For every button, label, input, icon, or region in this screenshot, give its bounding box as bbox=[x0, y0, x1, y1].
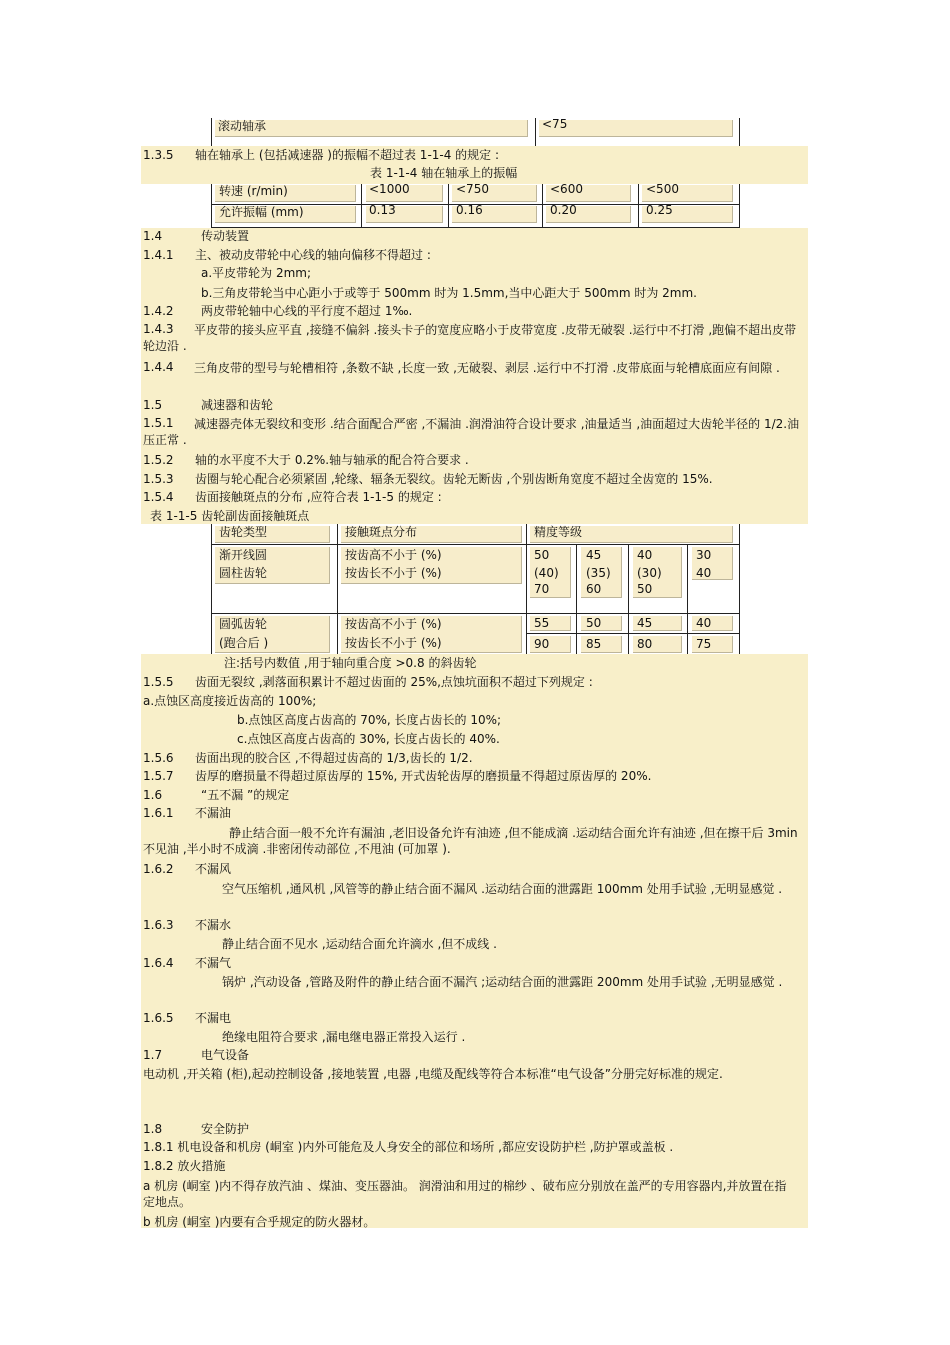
cell: <600 bbox=[550, 182, 583, 196]
table-note: 注:括号内数值 ,用于轴向重合度 >0.8 的斜齿轮 bbox=[224, 656, 477, 670]
cell: 55 bbox=[534, 616, 550, 630]
section-num: 1.5.1 bbox=[143, 416, 174, 430]
top-table-label: 滚动轴承 bbox=[218, 119, 267, 133]
cell: 90 bbox=[534, 637, 550, 651]
cell: 0.16 bbox=[456, 203, 483, 217]
list-item: a.点蚀区高度接近齿高的 100%; bbox=[143, 694, 317, 708]
list-item: b.点蚀区高度占齿高的 70%, 长度占齿长的 10%; bbox=[237, 713, 502, 727]
cell: 40 bbox=[696, 566, 712, 580]
cell: 40 bbox=[637, 548, 653, 562]
distribution: 按齿高不小于 (%) bbox=[345, 548, 442, 562]
cell: 85 bbox=[586, 637, 602, 651]
section-num: 1.4.4 bbox=[143, 360, 174, 374]
gear-type: 圆弧齿轮 bbox=[219, 617, 268, 631]
cell: (30) bbox=[637, 566, 662, 580]
cell: 75 bbox=[696, 637, 712, 651]
section-text: 1.8.2 放火措施 bbox=[143, 1159, 226, 1173]
column-header: 精度等级 bbox=[534, 525, 583, 539]
section-text: 1.8.1 机电设备和机房 (峒室 )内外可能危及人身安全的部位和场所 ,都应安设防护栏 ,防护罩或盖板 . bbox=[143, 1140, 674, 1154]
distribution: 按齿长不小于 (%) bbox=[345, 636, 442, 650]
section-text: 锅炉 ,汽动设备 ,管路及附件的静止结合面不漏汽 ;运动结合面的泄露距 200mm 处用手试验 ,无明显感觉 . bbox=[222, 975, 783, 989]
section-num: 1.4 bbox=[143, 229, 163, 243]
distribution: 按齿高不小于 (%) bbox=[345, 617, 442, 631]
cell: 50 bbox=[586, 616, 602, 630]
cell: 50 bbox=[637, 582, 653, 596]
section-text: 绝缘电阻符合要求 ,漏电继电器正常投入运行 . bbox=[222, 1030, 466, 1044]
section-text: 轴的水平度不大于 0.2%.轴与轴承的配合符合要求 . bbox=[195, 453, 469, 467]
section-num: 1.6.4 bbox=[143, 956, 174, 970]
section-num: 1.4.2 bbox=[143, 304, 174, 318]
table-caption: 表 1-1-5 齿轮副齿面接触斑点 bbox=[150, 509, 310, 523]
section-text: 齿面无裂纹 ,剥落面积累计不超过齿面的 25%,点蚀坑面积不超过下列规定 : bbox=[195, 675, 593, 689]
list-item: c.点蚀区高度占齿高的 30%, 长度占齿长的 40%. bbox=[237, 732, 500, 746]
section-num: 1.6.5 bbox=[143, 1011, 174, 1025]
section-title: 安全防护 bbox=[201, 1122, 250, 1136]
cell: 45 bbox=[586, 548, 602, 562]
section-num: 1.5.3 bbox=[143, 472, 174, 486]
top-table-value: <75 bbox=[542, 117, 568, 131]
section-text: 三角皮带的型号与轮槽相符 ,条数不缺 ,长度一致 ,无破裂、剥层 .运行中不打滑 .皮带底面与轮槽底面应有间隙 . bbox=[194, 361, 780, 375]
section-num: 1.6.1 bbox=[143, 806, 174, 820]
section-num: 1.4.3 bbox=[143, 322, 174, 336]
list-item: a 机房 (峒室 )内不得存放汽油 、煤油、变压器油。 润滑油和用过的棉纱 、破布应分别放在盖严的专用容器内,并放置在指定地点。 bbox=[143, 1179, 787, 1209]
list-item: a.平皮带轮为 2mm; bbox=[201, 266, 312, 280]
cell: 0.13 bbox=[369, 203, 396, 217]
section-num: 1.5.6 bbox=[143, 751, 174, 765]
section-title: 不漏气 bbox=[195, 956, 232, 970]
cell: <750 bbox=[456, 182, 489, 196]
gear-type: 圆柱齿轮 bbox=[219, 566, 268, 580]
gear-type: (跑合后 ) bbox=[219, 636, 269, 650]
section-title: 不漏油 bbox=[195, 806, 232, 820]
row-head: 转速 (r/min) bbox=[219, 184, 288, 198]
table-caption: 表 1-1-4 轴在轴承上的振幅 bbox=[370, 166, 518, 180]
section-title: 不漏水 bbox=[195, 918, 232, 932]
section-num: 1.5.4 bbox=[143, 490, 174, 504]
section-text: 空气压缩机 ,通风机 ,风管等的静止结合面不漏风 .运动结合面的泄露距 100mm 处用手试验 ,无明显感觉 . bbox=[222, 882, 783, 896]
section-text: 齿圈与轮心配合必须紧固 ,轮缘、辐条无裂纹。齿轮无断齿 ,个别齿断角宽度不超过全齿宽的 15%. bbox=[195, 472, 713, 486]
section-text: 齿面出现的胶合区 ,不得超过齿高的 1/3,齿长的 1/2. bbox=[195, 751, 473, 765]
section-text: 电动机 ,开关箱 (柜),起动控制设备 ,接地装置 ,电器 ,电缆及配线等符合本标准“电气设备”分册完好标准的规定. bbox=[143, 1067, 723, 1081]
section-num: 1.5 bbox=[143, 398, 163, 412]
section-num: 1.6 bbox=[143, 788, 163, 802]
row-head: 允许振幅 (mm) bbox=[219, 205, 304, 219]
column-header: 接触斑点分布 bbox=[345, 525, 418, 539]
cell: 45 bbox=[637, 616, 653, 630]
section-num: 1.6.3 bbox=[143, 918, 174, 932]
distribution: 按齿长不小于 (%) bbox=[345, 566, 442, 580]
cell: 30 bbox=[696, 548, 712, 562]
cell: <1000 bbox=[369, 182, 410, 196]
section-title: “五不漏 ”的规定 bbox=[201, 788, 290, 802]
column-header: 齿轮类型 bbox=[219, 525, 268, 539]
section-num: 1.4.1 bbox=[143, 248, 174, 262]
section-num: 1.6.2 bbox=[143, 862, 174, 876]
cell: (40) bbox=[534, 566, 559, 580]
section-num: 1.5.2 bbox=[143, 453, 174, 467]
section-num: 1.3.5 bbox=[143, 148, 174, 162]
section-title: 减速器和齿轮 bbox=[201, 398, 274, 412]
cell: 60 bbox=[586, 582, 602, 596]
section-text: 静止结合面不见水 ,运动结合面允许滴水 ,但不成线 . bbox=[222, 937, 497, 951]
section-title: 不漏电 bbox=[195, 1011, 232, 1025]
section-text: 两皮带轮轴中心线的平行度不超过 1‰. bbox=[201, 304, 413, 318]
section-num: 1.5.5 bbox=[143, 675, 174, 689]
cell: 40 bbox=[696, 616, 712, 630]
section-text: 静止结合面一般不允许有漏油 ,老旧设备允许有油迹 ,但不能成滴 .运动结合面允许有油迹 ,但在擦干后 3min 不见油 ,半小时不成滴 .非密闭传动部位 ,不甩油 (可加罩 ). bbox=[143, 826, 798, 856]
cell: <500 bbox=[646, 182, 679, 196]
section-text: 减速器壳体无裂纹和变形 .结合面配合严密 ,不漏油 .润滑油符合设计要求 ,油量适当 ,油面超过大齿轮半径的 1/2.油压正常 . bbox=[143, 417, 800, 447]
section-text: 齿厚的磨损量不得超过原齿厚的 15%, 开式齿轮齿厚的磨损量不得超过原齿厚的 20%. bbox=[195, 769, 652, 783]
section-text: 主、被动皮带轮中心线的轴向偏移不得超过 : bbox=[195, 248, 431, 262]
section-title: 电气设备 bbox=[201, 1048, 250, 1062]
section-text: 齿面接触斑点的分布 ,应符合表 1-1-5 的规定 : bbox=[195, 490, 442, 504]
section-num: 1.5.7 bbox=[143, 769, 174, 783]
cell: (35) bbox=[586, 566, 611, 580]
cell: 50 bbox=[534, 548, 550, 562]
list-item: b 机房 (峒室 )内要有合乎规定的防火器材。 bbox=[143, 1215, 376, 1229]
section-text: 轴在轴承上 (包括减速器 )的振幅不超过表 1-1-4 的规定 : bbox=[195, 148, 500, 162]
section-title: 不漏风 bbox=[195, 862, 232, 876]
section-title: 传动装置 bbox=[201, 229, 250, 243]
cell: 0.20 bbox=[550, 203, 577, 217]
cell: 80 bbox=[637, 637, 653, 651]
cell: 0.25 bbox=[646, 203, 673, 217]
cell: 70 bbox=[534, 582, 550, 596]
gear-type: 渐开线圆 bbox=[219, 548, 268, 562]
list-item: b.三角皮带轮当中心距小于或等于 500mm 时为 1.5mm,当中心距大于 500mm 时为 2mm. bbox=[201, 286, 697, 300]
section-num: 1.8 bbox=[143, 1122, 163, 1136]
section-num: 1.7 bbox=[143, 1048, 163, 1062]
section-text: 平皮带的接头应平直 ,接缝不偏斜 .接头卡子的宽度应略小于皮带宽度 .皮带无破裂 .运行中不打滑 ,跑偏不超出皮带轮边沿 . bbox=[143, 323, 797, 353]
